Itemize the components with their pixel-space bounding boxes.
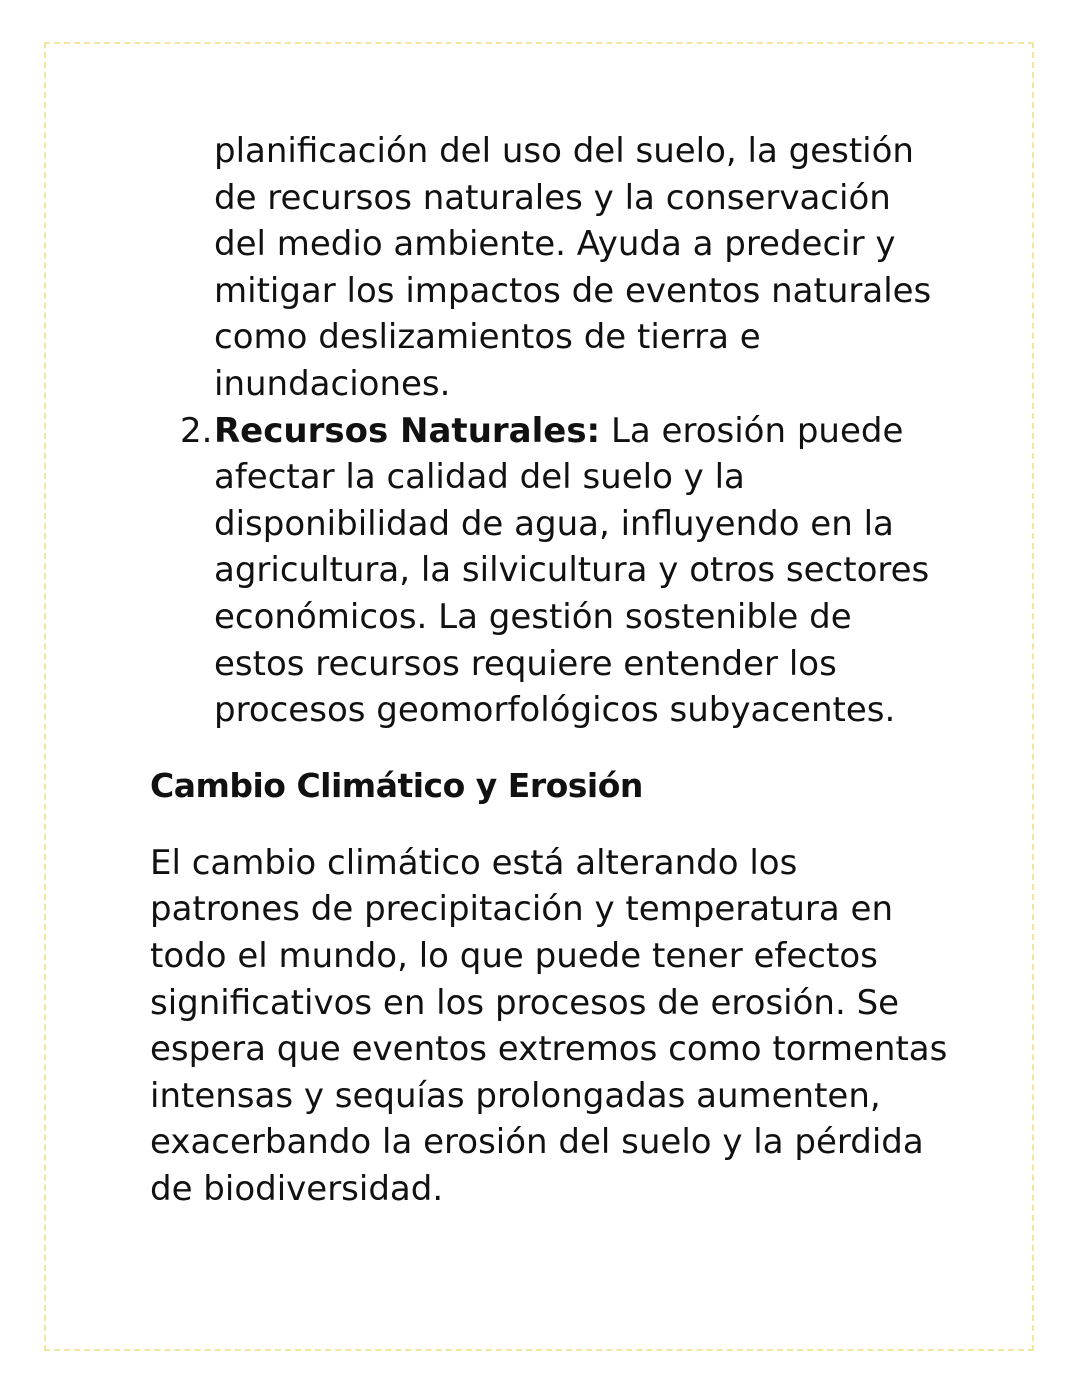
list-item-continuation xyxy=(150,128,950,408)
list-item-2-body: La erosión puede afectar la calidad del suelo y la disponibilidad de agua, influyendo en la agricultura, la silvicultura y otros sectores económicos. La gestión sostenible de estos recursos requiere entender los procesos geomorfológicos subyacentes. xyxy=(214,410,930,731)
section-heading: Cambio Climático y Erosión xyxy=(150,765,643,805)
list-item-number: 2. xyxy=(180,410,213,451)
list-item-1-text: planificación del uso del suelo, la gestión de recursos naturales y la conservación del medio ambiente. Ayuda a predecir y mitigar los impactos de eventos naturales como deslizamientos de tierra e inundaciones. xyxy=(214,131,932,404)
list-item-2-title: Recursos Naturales: xyxy=(214,410,601,451)
section-paragraph: El cambio climático está alterando los patrones de precipitación y temperatura en todo el mundo, lo que puede tener efectos significativos en los procesos de erosión. Se espera que eventos extremos como tormentas intensas y sequías prolongadas aumenten, exacerbando la erosión del suelo y la pérdida de biodiversidad. xyxy=(150,842,948,1209)
list-item-2 xyxy=(150,408,950,734)
document-body xyxy=(150,128,950,1212)
